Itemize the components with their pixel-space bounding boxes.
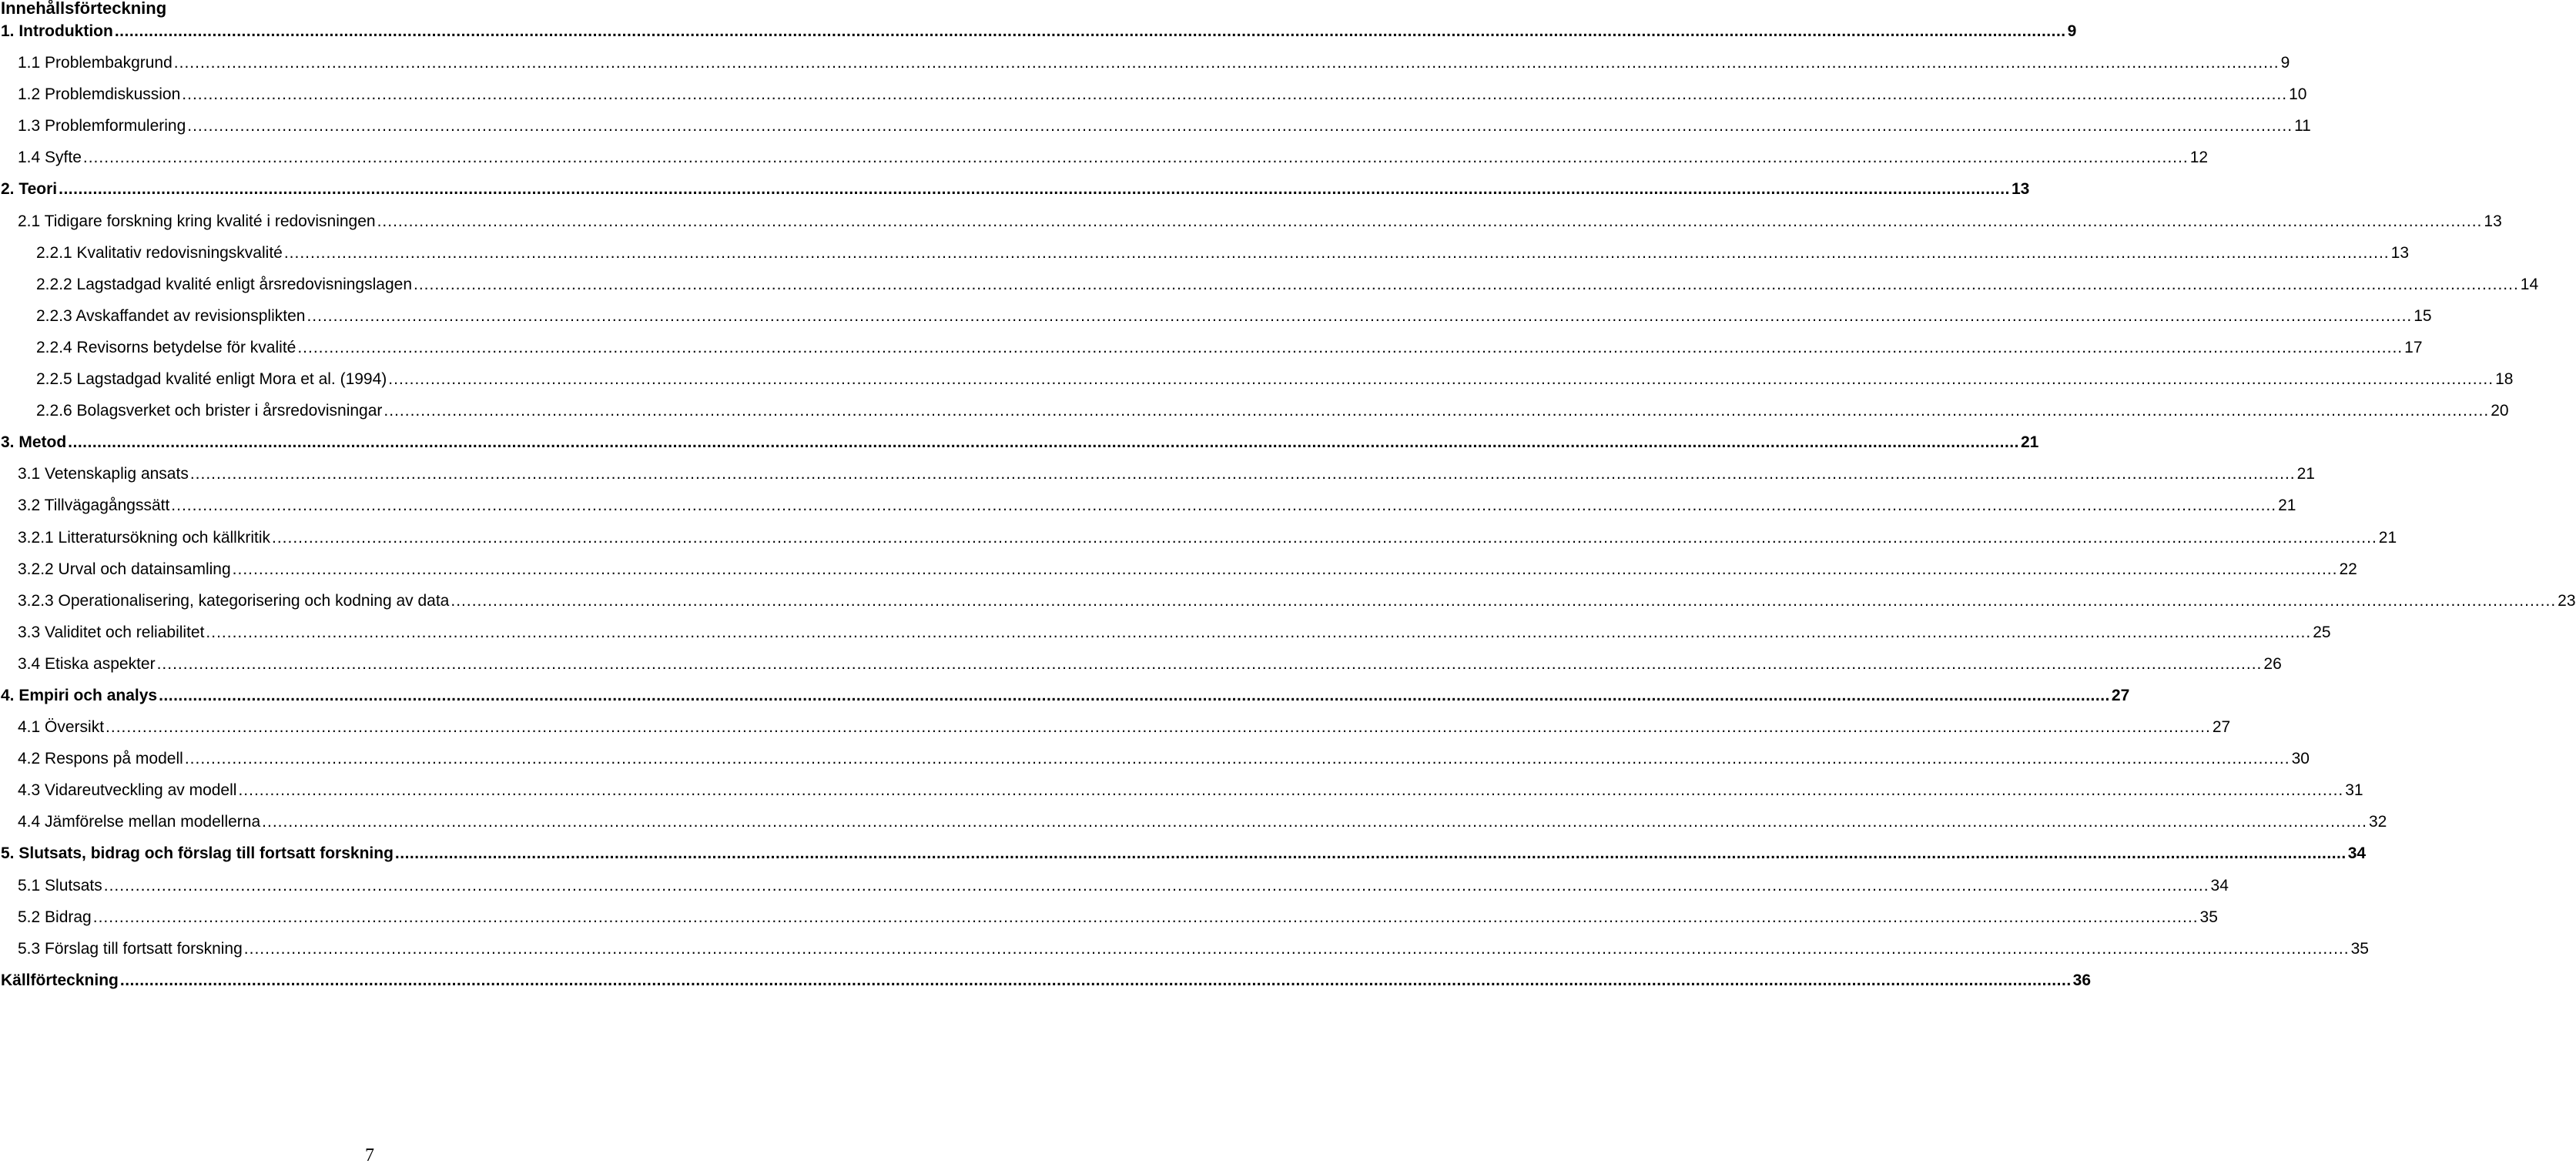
toc-entry-page[interactable]: 18 [2495, 370, 2514, 389]
toc-entry-page[interactable]: 34 [2210, 876, 2229, 894]
toc-entry-label[interactable]: 5.3 Förslag till fortsatt forskning [18, 938, 244, 961]
toc-entry-label[interactable]: 2.2.6 Bolagsverket och brister i årsredovisningar [36, 400, 384, 423]
toc-entry[interactable] [0, 210, 2502, 242]
toc-entry-page[interactable]: 27 [2212, 718, 2231, 737]
toc-entry[interactable] [0, 906, 2218, 938]
dot-leader: ................................................................................................................................................................................................................................................................................................................................................................................................................ [377, 212, 2483, 230]
dot-leader: ................................................................................................................................................................................................................................................................................................................................................................................................................ [388, 370, 2494, 389]
dot-leader: ................................................................................................................................................................................................................................................................................................................................................................................................................ [206, 623, 2312, 641]
toc-entry[interactable] [0, 305, 2432, 336]
dot-leader: ................................................................................................................................................................................................................................................................................................................................................................................................................ [414, 275, 2519, 293]
dot-leader: ................................................................................................................................................................................................................................................................................................................................................................................................................ [384, 402, 2490, 420]
toc-entry-label[interactable]: 3.3 Validitet och reliabilitet [18, 621, 206, 644]
toc-entry-page[interactable]: 15 [2414, 306, 2432, 325]
toc-entry[interactable] [0, 336, 2423, 368]
toc-entry[interactable] [0, 463, 2315, 494]
dot-leader: ................................................................................................................................................................................................................................................................................................................................................................................................................ [114, 22, 2066, 40]
dot-leader: ................................................................................................................................................................................................................................................................................................................................................................................................................ [68, 433, 2019, 452]
dot-leader: ................................................................................................................................................................................................................................................................................................................................................................................................................ [394, 844, 2347, 863]
toc-entry[interactable] [0, 969, 2092, 1001]
toc-entry[interactable] [0, 83, 2307, 115]
toc-entry-page[interactable]: 25 [2313, 623, 2331, 641]
toc-entry-label[interactable]: 1.4 Syfte [18, 146, 83, 169]
toc-entry-label[interactable]: 3.2.3 Operationalisering, kategorisering och kodning av data [18, 590, 451, 613]
page-number: 7 [365, 1145, 374, 1165]
toc-entry-label[interactable]: 2. Teori [1, 178, 59, 201]
dot-leader: ................................................................................................................................................................................................................................................................................................................................................................................................................ [283, 243, 2390, 262]
toc-entry-label[interactable]: 3.4 Etiska aspekter [18, 653, 157, 676]
toc-entry-label[interactable]: 1.1 Problembakgrund [18, 52, 174, 75]
dot-leader: ................................................................................................................................................................................................................................................................................................................................................................................................................ [189, 465, 2296, 483]
toc-entry[interactable] [0, 653, 2282, 684]
toc-entry-label[interactable]: 3.1 Vetenskaplig ansats [18, 463, 190, 486]
dot-leader: ................................................................................................................................................................................................................................................................................................................................................................................................................ [451, 591, 2557, 610]
toc-entry[interactable] [0, 811, 2387, 842]
toc-entry[interactable] [0, 779, 2363, 811]
toc-entry[interactable] [0, 115, 2311, 146]
toc-entry[interactable] [0, 52, 2290, 83]
dot-leader: ................................................................................................................................................................................................................................................................................................................................................................................................................ [59, 180, 2010, 199]
dot-leader: ................................................................................................................................................................................................................................................................................................................................................................................................................ [92, 908, 2199, 926]
toc-entry-page[interactable]: 31 [2345, 781, 2363, 800]
toc-entry[interactable] [0, 178, 2030, 209]
toc-entry[interactable] [0, 716, 2231, 747]
toc-entry-label[interactable]: 4.1 Översikt [18, 716, 106, 739]
toc-entry-label[interactable]: 3. Metod [1, 431, 68, 454]
toc-entry-page[interactable]: 9 [2067, 22, 2077, 40]
toc-entry[interactable] [0, 400, 2509, 431]
dot-leader: ................................................................................................................................................................................................................................................................................................................................................................................................................ [297, 338, 2403, 356]
dot-leader: ................................................................................................................................................................................................................................................................................................................................................................................................................ [173, 54, 2280, 72]
toc-entry[interactable] [0, 242, 2409, 273]
toc-entry[interactable] [0, 684, 2130, 716]
toc-title: Innehållsförteckning [1, 0, 167, 18]
toc-entry-page[interactable]: 17 [2404, 338, 2423, 356]
dot-leader: ................................................................................................................................................................................................................................................................................................................................................................................................................ [184, 750, 2290, 768]
toc-entry-label[interactable]: 2.2.5 Lagstadgad kvalité enligt Mora et al. (1994) [36, 368, 388, 391]
toc-entry[interactable] [0, 368, 2514, 400]
dot-leader: ................................................................................................................................................................................................................................................................................................................................................................................................................ [119, 971, 2072, 989]
toc-entry-label[interactable]: Källförteckning [1, 969, 120, 992]
dot-leader: ................................................................................................................................................................................................................................................................................................................................................................................................................ [238, 781, 2344, 800]
dot-leader: ................................................................................................................................................................................................................................................................................................................................................................................................................ [232, 560, 2338, 578]
toc-entry[interactable] [0, 20, 2077, 52]
toc-entry-label[interactable]: 2.2.3 Avskaffandet av revisionsplikten [36, 305, 307, 328]
toc-entry-label[interactable]: 5.1 Slutsats [18, 874, 104, 898]
toc-entry-page[interactable]: 20 [2491, 402, 2509, 420]
dot-leader: ................................................................................................................................................................................................................................................................................................................................................................................................................ [156, 654, 2263, 673]
toc-entry-page[interactable]: 13 [2390, 243, 2409, 262]
dot-leader: ................................................................................................................................................................................................................................................................................................................................................................................................................ [243, 939, 2350, 958]
toc-entry[interactable] [0, 747, 2310, 779]
toc-entry[interactable] [0, 527, 2397, 558]
toc-entry-label[interactable]: 5.2 Bidrag [18, 906, 93, 929]
toc-entry-page[interactable]: 21 [2378, 528, 2397, 547]
toc-entry-label[interactable]: 3.2.1 Litteratursökning och källkritik [18, 527, 272, 550]
dot-leader: ................................................................................................................................................................................................................................................................................................................................................................................................................ [182, 85, 2288, 104]
toc-entry[interactable] [0, 938, 2369, 969]
toc-entry-label[interactable]: 2.2.2 Lagstadgad kvalité enligt årsredovisningslagen [36, 273, 414, 296]
toc-entry-label[interactable]: 5. Slutsats, bidrag och förslag till fortsatt forskning [1, 842, 395, 865]
toc-entry-page[interactable]: 36 [2072, 971, 2092, 989]
toc-entry[interactable] [0, 874, 2229, 906]
toc-entry-page[interactable]: 30 [2291, 750, 2310, 768]
toc-entry[interactable] [0, 590, 2576, 621]
toc-entry-label[interactable]: 2.2.4 Revisorns betydelse för kvalité [36, 336, 297, 359]
toc-entry-label[interactable]: 4.4 Jämförelse mellan modellerna [18, 811, 262, 834]
toc-entry-page[interactable]: 10 [2289, 85, 2307, 104]
toc-entry-page[interactable]: 21 [2278, 497, 2296, 515]
toc-entry-page[interactable]: 13 [2011, 180, 2030, 199]
toc-entry-label[interactable]: 4.3 Vidareutveckling av modell [18, 779, 238, 802]
toc-entry-page[interactable]: 12 [2189, 149, 2209, 167]
toc-entry-page[interactable]: 13 [2484, 212, 2502, 230]
toc-entry[interactable] [0, 431, 2039, 463]
toc-entry[interactable] [0, 558, 2357, 590]
toc-list [0, 20, 2576, 1001]
toc-entry-page[interactable]: 21 [2296, 465, 2315, 483]
toc-entry-label[interactable]: 1. Introduktion [1, 20, 115, 43]
toc-entry[interactable] [0, 842, 2367, 874]
dot-leader: ................................................................................................................................................................................................................................................................................................................................................................................................................ [262, 813, 2367, 831]
dot-leader: ................................................................................................................................................................................................................................................................................................................................................................................................................ [159, 686, 2110, 704]
toc-entry-page[interactable]: 27 [2111, 686, 2130, 704]
toc-entry-page[interactable]: 14 [2520, 275, 2539, 293]
toc-entry-label[interactable]: 4.2 Respons på modell [18, 747, 185, 771]
toc-entry-label[interactable]: 2.2.1 Kvalitativ redovisningskvalité [36, 242, 284, 265]
toc-entry-label[interactable]: 1.3 Problemformulering [18, 115, 187, 138]
dot-leader: ................................................................................................................................................................................................................................................................................................................................................................................................................ [82, 149, 2189, 167]
toc-entry-label[interactable]: 3.2.2 Urval och datainsamling [18, 558, 233, 581]
dot-leader: ................................................................................................................................................................................................................................................................................................................................................................................................................ [272, 528, 2377, 547]
toc-entry-page[interactable]: 11 [2294, 117, 2311, 135]
toc-entry-page[interactable]: 35 [2199, 908, 2218, 926]
dot-leader: ................................................................................................................................................................................................................................................................................................................................................................................................................ [106, 718, 2211, 737]
toc-entry[interactable] [0, 494, 2296, 526]
dot-leader: ................................................................................................................................................................................................................................................................................................................................................................................................................ [187, 117, 2293, 135]
toc-entry-label[interactable]: 4. Empiri och analys [1, 684, 159, 707]
toc-entry-page[interactable]: 21 [2020, 433, 2039, 452]
toc-entry[interactable] [0, 273, 2539, 305]
dot-leader: ................................................................................................................................................................................................................................................................................................................................................................................................................ [307, 306, 2413, 325]
toc-entry-page[interactable]: 32 [2368, 813, 2387, 831]
toc-entry-label[interactable]: 3.2 Tillvägagångssätt [18, 494, 171, 517]
toc-entry[interactable] [0, 146, 2209, 178]
toc-entry-page[interactable]: 34 [2347, 844, 2367, 863]
toc-entry-page[interactable]: 9 [2280, 54, 2290, 72]
toc-entry-label[interactable]: 1.2 Problemdiskussion [18, 83, 182, 106]
dot-leader: ................................................................................................................................................................................................................................................................................................................................................................................................................ [171, 497, 2277, 515]
toc-entry-page[interactable]: 23 [2558, 591, 2576, 610]
toc-entry-label[interactable]: 2.1 Tidigare forskning kring kvalité i redovisningen [18, 210, 377, 233]
toc-entry[interactable] [0, 621, 2331, 653]
dot-leader: ................................................................................................................................................................................................................................................................................................................................................................................................................ [103, 876, 2209, 894]
toc-entry-page[interactable]: 26 [2263, 654, 2282, 673]
toc-entry-page[interactable]: 22 [2339, 560, 2357, 578]
toc-entry-page[interactable]: 35 [2350, 939, 2369, 958]
